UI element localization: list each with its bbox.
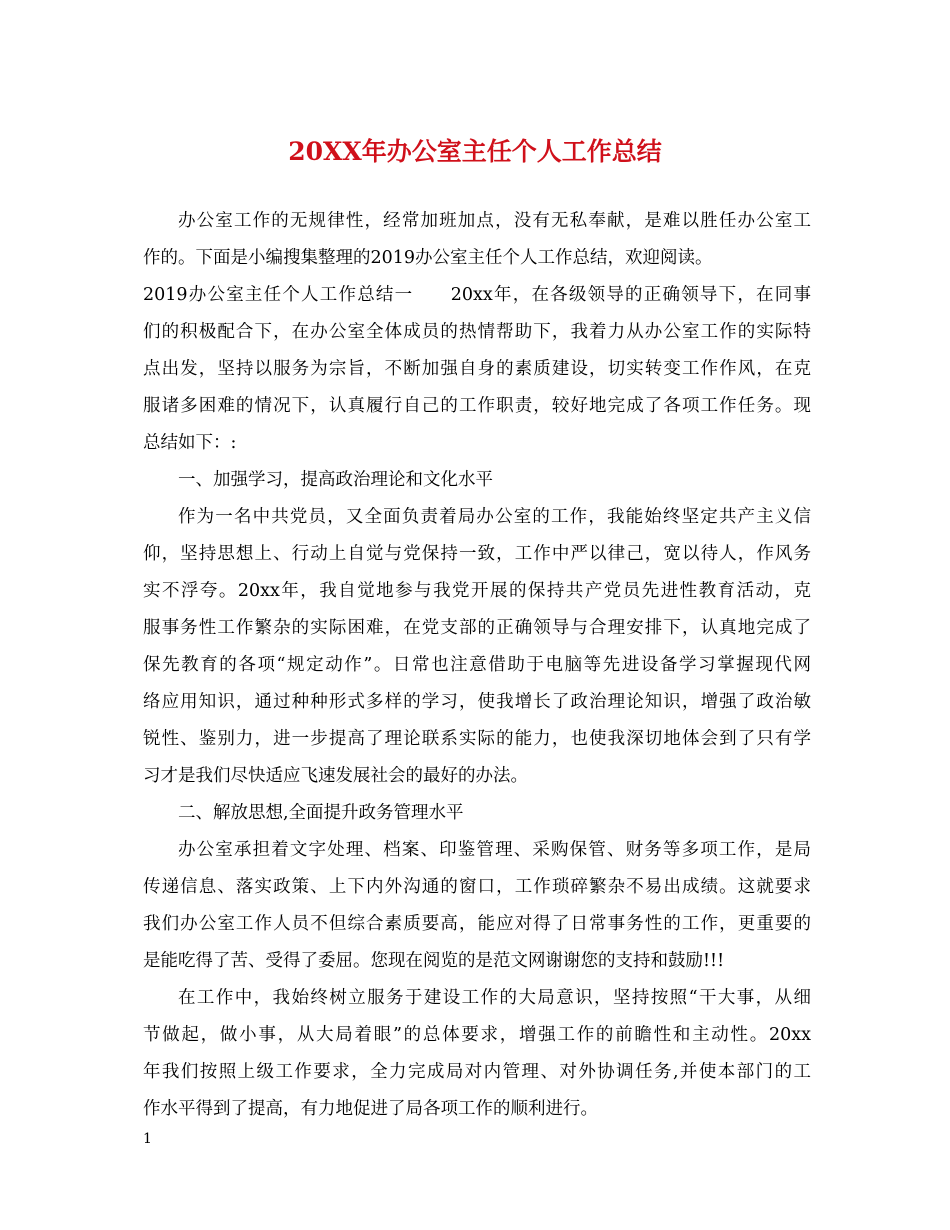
text-line: 我们办公室工作人员不但综合素质要高，能应对得了日常事务性的工作，更重要的 [143, 914, 811, 934]
text-line: 总结如下：: [143, 433, 237, 453]
text-line: 办公室承担着文字处理、档案、印鉴管理、采购保管、财务等多项工作，是局 [178, 840, 811, 860]
text-line: 点出发，坚持以服务为宗旨，不断加强自身的素质建设，切实转变工作作风，在克 [143, 359, 811, 379]
text-line: 作的。下面是小编搜集整理的2019办公室主任个人工作总结，欢迎阅读。 [143, 248, 713, 268]
text-line: 络应用知识，通过种种形式多样的学习，使我增长了政治理论知识，增强了政治敏 [143, 692, 811, 712]
text-line: 们的积极配合下，在办公室全体成员的热情帮助下，我着力从办公室工作的实际特 [143, 322, 811, 342]
text-line: 仰，坚持思想上、行动上自觉与党保持一致，工作中严以律己，宽以待人，作风务 [143, 544, 811, 564]
page-number: 1 [143, 1131, 152, 1147]
text-line: 作为一名中共党员，又全面负责着局办公室的工作，我能始终坚定共产主义信 [178, 507, 811, 527]
text-line: 办公室工作的无规律性，经常加班加点，没有无私奉献，是难以胜任办公室工 [178, 211, 811, 231]
text-line: 节做起，做小事，从大局着眼”的总体要求，增强工作的前瞻性和主动性。20xx [143, 1025, 811, 1045]
text-line: 锐性、鉴别力，进一步提高了理论联系实际的能力，也使我深切地体会到了只有学 [143, 729, 811, 749]
text-line: 在工作中，我始终树立服务于建设工作的大局意识，坚持按照“干大事，从细 [178, 988, 811, 1008]
text-line: 年我们按照上级工作要求，全力完成局对内管理、对外协调任务,并使本部门的工 [143, 1062, 811, 1082]
text-line: 传递信息、落实政策、上下内外沟通的窗口，工作琐碎繁杂不易出成绩。这就要求 [143, 877, 811, 897]
text-line: 保先教育的各项“规定动作”。日常也注意借助于电脑等先进设备学习掌握现代网 [143, 655, 811, 675]
text-line: 实不浮夸。20xx年，我自觉地参与我党开展的保持共产党员先进性教育活动，克 [143, 581, 811, 601]
section-heading: 一、加强学习，提高政治理论和文化水平 [178, 470, 493, 490]
text-line: 作水平得到了提高，有力地促进了局各项工作的顺利进行。 [143, 1099, 598, 1119]
text-line: 2019办公室主任个人工作总结一 20xx年，在各级领导的正确领导下，在同事 [143, 285, 811, 305]
document-title: 20XX年办公室主任个人工作总结 [288, 137, 662, 166]
text-line: 习才是我们尽快适应飞速发展社会的最好的办法。 [143, 766, 528, 786]
text-line: 服诸多困难的情况下，认真履行自己的工作职责，较好地完成了各项工作任务。现 [143, 396, 811, 416]
text-line: 是能吃得了苦、受得了委屈。您现在阅览的是范文网谢谢您的支持和鼓励!!! [143, 951, 725, 971]
section-heading: 二、解放思想,全面提升政务管理水平 [178, 803, 464, 823]
text-line: 服事务性工作繁杂的实际困难，在党支部的正确领导与合理安排下，认真地完成了 [143, 618, 811, 638]
